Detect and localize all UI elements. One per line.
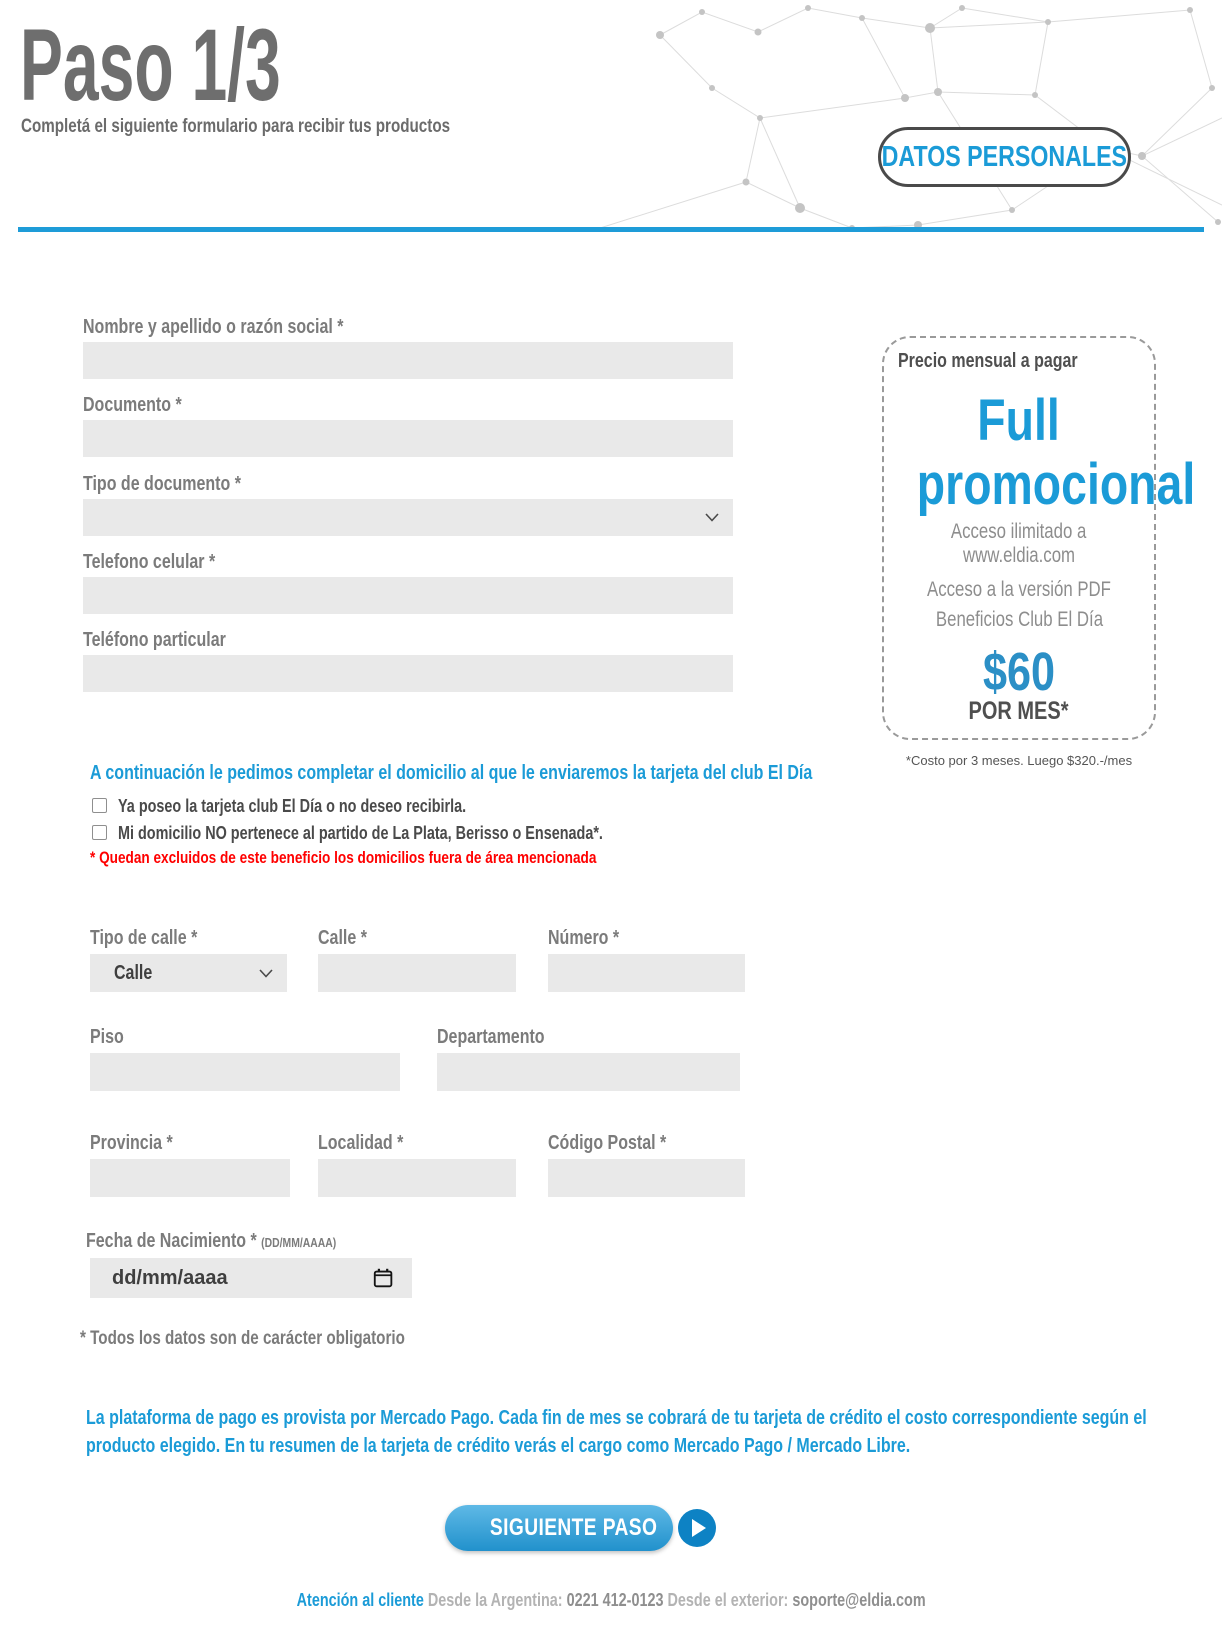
plan-benefit: www.eldia.com — [962, 544, 1076, 567]
has-card-checkbox[interactable] — [92, 798, 107, 813]
number-label: Número * — [548, 927, 620, 949]
from-argentina-label: Desde la Argentina: — [427, 1590, 563, 1610]
price-card-heading: Precio mensual a pagar — [898, 350, 1078, 372]
support-email: soporte@eldia.com — [792, 1590, 926, 1610]
calendar-icon[interactable] — [372, 1266, 394, 1290]
street-type-label: Tipo de calle * — [90, 927, 198, 949]
outside-area-checkbox[interactable] — [92, 825, 107, 840]
floor-input[interactable] — [90, 1053, 400, 1091]
support-phone: 0221 412-0123 — [566, 1590, 664, 1610]
cellphone-input[interactable] — [83, 577, 733, 614]
checkbox-row-has-card — [92, 797, 553, 815]
document-label: Documento * — [83, 394, 182, 416]
document-input[interactable] — [83, 420, 733, 457]
address-intro: A continuación le pedimos completar el domicilio al que le enviaremos la tarjeta del club El Día — [90, 762, 813, 784]
customer-service-label: Atención al cliente — [296, 1590, 424, 1610]
plan-name-line2: promocional — [916, 452, 1196, 517]
floor-label: Piso — [90, 1026, 124, 1048]
network-decoration — [600, 0, 1222, 232]
payment-note: La plataforma de pago es provista por Mercado Pago. Cada fin de mes se cobrará de tu tarjeta de crédito el costo correspondiente según el producto elegido. En tu resumen de la tarjeta de crédito verás el cargo como Mercado Pago / Mercado Libre. — [86, 1407, 1147, 1457]
name-label: Nombre y apellido o razón social * — [83, 316, 344, 338]
postal-code-input[interactable] — [548, 1159, 745, 1197]
play-icon — [678, 1509, 716, 1547]
postal-code-label: Código Postal * — [548, 1132, 667, 1154]
apartment-input[interactable] — [437, 1053, 740, 1091]
name-input[interactable] — [83, 342, 733, 379]
chevron-down-icon — [705, 513, 719, 522]
birth-date-format-hint: (DD/MM/AAAA) — [261, 1235, 337, 1250]
cellphone-label: Telefono celular * — [83, 551, 216, 573]
home-phone-input[interactable] — [83, 655, 733, 692]
page-title: Paso 1/3 — [20, 8, 281, 122]
plan-benefit: Acceso ilimitado a — [951, 520, 1087, 543]
price-footnote: *Costo por 3 meses. Luego $320.-/mes — [905, 753, 1133, 768]
street-input[interactable] — [318, 954, 516, 992]
header-divider — [18, 227, 1204, 232]
plan-price: $60 — [982, 642, 1056, 702]
province-input[interactable] — [90, 1159, 290, 1197]
home-phone-label: Teléfono particular — [83, 629, 226, 651]
checkbox-row-outside-area — [92, 824, 724, 842]
locality-label: Localidad * — [318, 1132, 404, 1154]
exclusion-note: * Quedan excluidos de este beneficio los domicilios fuera de área mencionada — [90, 848, 597, 867]
apartment-label: Departamento — [437, 1026, 545, 1048]
locality-input[interactable] — [318, 1159, 516, 1197]
plan-benefit: Beneficios Club El Día — [935, 608, 1103, 631]
plan-name-line1: Full — [977, 388, 1061, 453]
chevron-down-icon — [259, 969, 273, 978]
section-badge: DATOS PERSONALES — [878, 127, 1131, 187]
plan-price-period: POR MES* — [968, 697, 1070, 725]
plan-benefit: Acceso a la versión PDF — [927, 578, 1111, 601]
number-input[interactable] — [548, 954, 745, 992]
document-type-label: Tipo de documento * — [83, 473, 241, 495]
has-card-label: Ya poseo la tarjeta club El Día o no deseo recibirla. — [118, 796, 467, 816]
document-type-select[interactable] — [83, 499, 733, 536]
next-step-button[interactable] — [445, 1505, 673, 1551]
next-step-label: SIGUIENTE PASO — [489, 1514, 658, 1541]
footer — [0, 1590, 1222, 1611]
required-note: * Todos los datos son de carácter obligatorio — [80, 1328, 405, 1349]
street-type-select[interactable]: Calle — [90, 954, 287, 992]
page-subtitle: Completá el siguiente formulario para recibir tus productos — [21, 116, 451, 137]
outside-area-label: Mi domicilio NO pertenece al partido de La Plata, Berisso o Ensenada*. — [118, 823, 603, 843]
birth-date-input[interactable] — [100, 1258, 372, 1298]
province-label: Provincia * — [90, 1132, 173, 1154]
from-abroad-label: Desde el exterior: — [667, 1590, 789, 1610]
street-label: Calle * — [318, 927, 367, 949]
birth-date-label: Fecha de Nacimiento * (DD/MM/AAAA) — [86, 1230, 337, 1252]
